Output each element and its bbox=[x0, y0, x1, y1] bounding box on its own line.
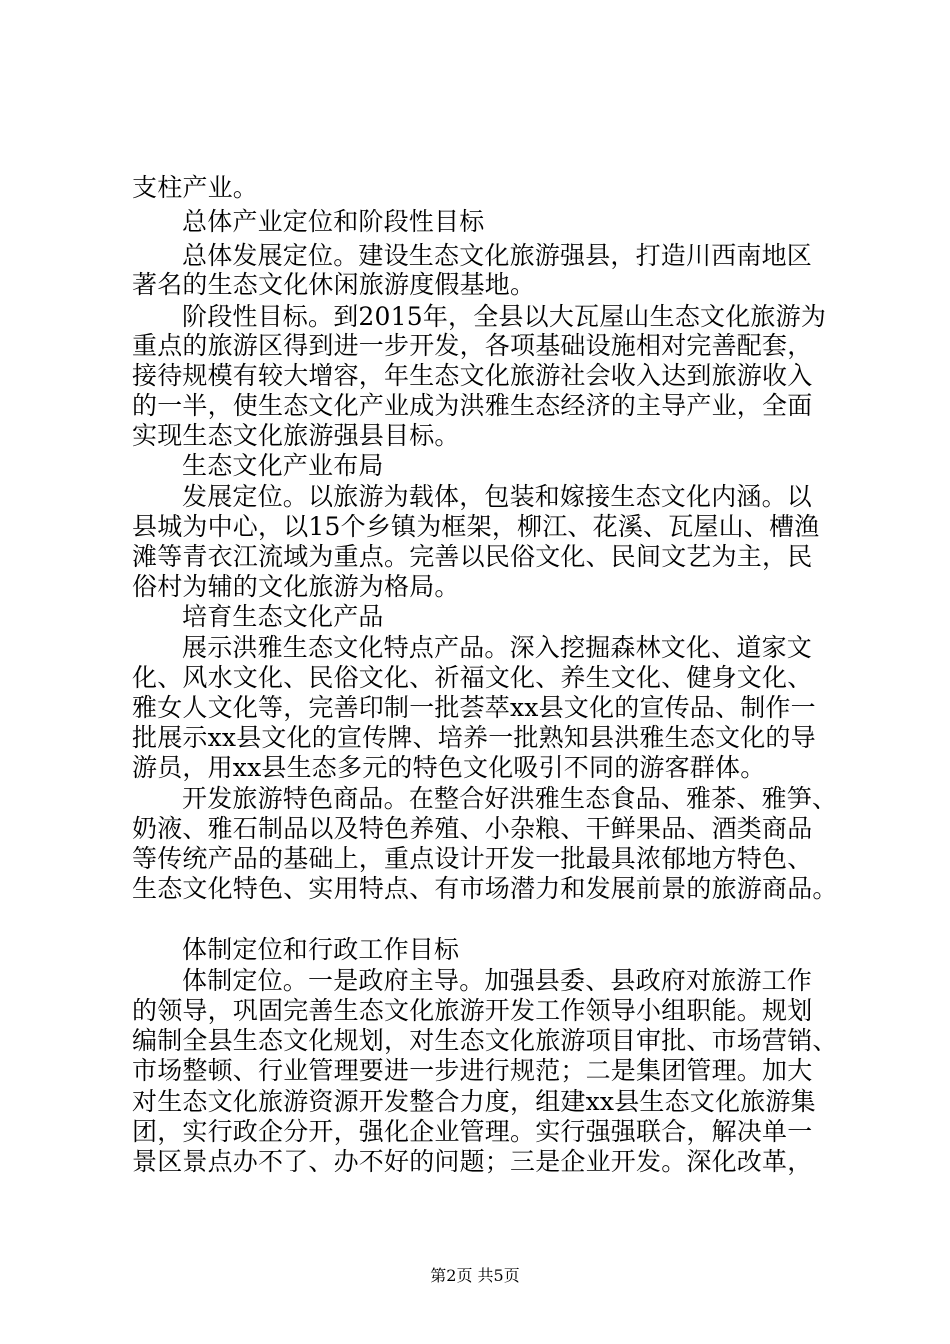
paragraph-line: 重点的旅游区得到进一步开发，各项基础设施相对完善配套， bbox=[132, 331, 813, 360]
paragraph-line: 雅女人文化等，完善印制一批荟萃xx县文化的宣传品、制作一 bbox=[132, 693, 816, 722]
page-number-footer: 第2页 共5页 bbox=[430, 1266, 520, 1285]
section-heading: 总体产业定位和阶段性目标 bbox=[182, 207, 485, 236]
paragraph-line: 批展示xx县文化的宣传牌、培养一批熟知县洪雅生态文化的导 bbox=[132, 723, 816, 752]
text-line: 支柱产业。 bbox=[132, 173, 259, 202]
paragraph-line: 编制全县生态文化规划，对生态文化旅游项目审批、市场营销、 bbox=[132, 1026, 838, 1055]
paragraph-line: 阶段性目标。到2015年，全县以大瓦屋山生态文化旅游为 bbox=[182, 302, 827, 331]
paragraph-line: 接待规模有较大增容，年生态文化旅游社会收入达到旅游收入 bbox=[132, 361, 813, 390]
paragraph-line: 发展定位。以旅游为载体，包装和嫁接生态文化内涵。以 bbox=[182, 482, 813, 511]
paragraph-line: 市场整顿、行业管理要进一步进行规范；二是集团管理。加大 bbox=[132, 1056, 813, 1085]
paragraph-line: 展示洪雅生态文化特点产品。深入挖掘森林文化、道家文 bbox=[182, 633, 813, 662]
paragraph-line: 游员，用xx县生态多元的特色文化吸引不同的游客群体。 bbox=[132, 753, 766, 782]
paragraph-line: 俗村为辅的文化旅游为格局。 bbox=[132, 572, 460, 601]
paragraph-line: 的领导，巩固完善生态文化旅游开发工作领导小组职能。规划 bbox=[132, 996, 813, 1025]
section-heading: 生态文化产业布局 bbox=[182, 451, 384, 480]
paragraph-line: 体制定位。一是政府主导。加强县委、县政府对旅游工作 bbox=[182, 966, 813, 995]
paragraph-line: 团，实行政企分开，强化企业管理。实行强强联合，解决单一 bbox=[132, 1117, 813, 1146]
paragraph-line: 开发旅游特色商品。在整合好洪雅生态食品、雅茶、雅笋、 bbox=[182, 784, 838, 813]
paragraph-line: 滩等青衣江流域为重点。完善以民俗文化、民间文艺为主，民 bbox=[132, 542, 813, 571]
section-heading: 体制定位和行政工作目标 bbox=[182, 935, 460, 964]
paragraph-line: 化、风水文化、民俗文化、祈福文化、养生文化、健身文化、 bbox=[132, 663, 813, 692]
paragraph-line: 对生态文化旅游资源开发整合力度，组建xx县生态文化旅游集 bbox=[132, 1087, 816, 1116]
paragraph-line: 生态文化特色、实用特点、有市场潜力和发展前景的旅游商品。 bbox=[132, 874, 838, 903]
paragraph-line: 等传统产品的基础上，重点设计开发一批最具浓郁地方特色、 bbox=[132, 844, 813, 873]
paragraph-line: 著名的生态文化休闲旅游度假基地。 bbox=[132, 270, 536, 299]
paragraph-line: 景区景点办不了、办不好的问题；三是企业开发。深化改革， bbox=[132, 1147, 813, 1176]
paragraph-line: 的一半，使生态文化产业成为洪雅生态经济的主导产业，全面 bbox=[132, 391, 813, 420]
paragraph-line: 县城为中心，以15个乡镇为框架，柳江、花溪、瓦屋山、槽渔 bbox=[132, 512, 820, 541]
paragraph-line: 总体发展定位。建设生态文化旅游强县，打造川西南地区 bbox=[182, 241, 813, 270]
section-heading: 培育生态文化产品 bbox=[182, 602, 384, 631]
paragraph-line: 奶液、雅石制品以及特色养殖、小杂粮、干鲜果品、酒类商品 bbox=[132, 814, 813, 843]
paragraph-line: 实现生态文化旅游强县目标。 bbox=[132, 421, 460, 450]
